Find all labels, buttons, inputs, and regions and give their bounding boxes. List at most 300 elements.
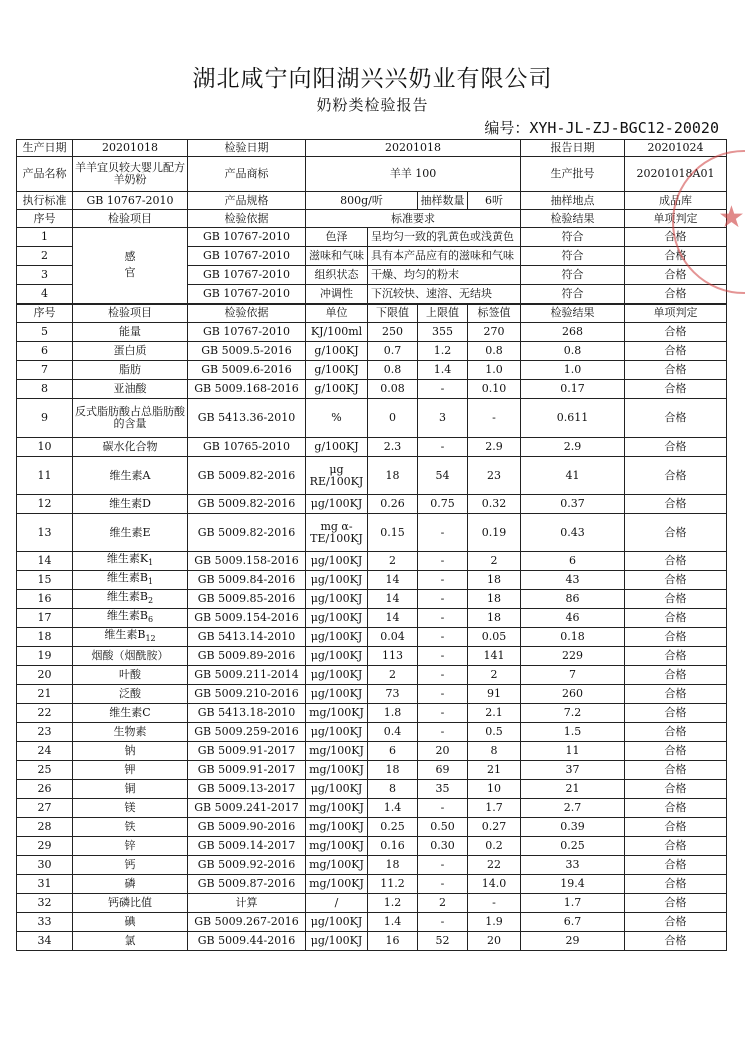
test-item-name: 维生素B — [106, 570, 148, 584]
unit: mg/100KJ — [306, 704, 368, 723]
label-value: 10 — [468, 780, 521, 799]
test-item-name: 蛋白质 — [113, 344, 147, 357]
test-row — [17, 932, 727, 951]
test-result: 33 — [521, 856, 625, 875]
col-header: 单项判定 — [625, 304, 727, 323]
test-item-name: 钠 — [124, 744, 136, 757]
row-number: 25 — [17, 761, 73, 780]
test-result: 86 — [521, 590, 625, 609]
test-row — [17, 799, 727, 818]
test-row — [17, 704, 727, 723]
test-item-name: 泛酸 — [119, 687, 141, 700]
label-value: 91 — [468, 685, 521, 704]
row-number: 30 — [17, 856, 73, 875]
test-basis: GB 10767-2010 — [188, 266, 306, 285]
document-number — [484, 117, 719, 138]
upper-limit: - — [418, 552, 468, 571]
test-row — [17, 685, 727, 704]
label-value: 141 — [468, 647, 521, 666]
test-basis: GB 5009.92-2016 — [188, 856, 306, 875]
product-name-label: 产品名称 — [17, 157, 73, 192]
row-number: 1 — [17, 228, 73, 247]
row-number: 31 — [17, 875, 73, 894]
unit: μg/100KJ — [306, 913, 368, 932]
unit: mg/100KJ — [306, 856, 368, 875]
col-header: 检验依据 — [188, 210, 306, 228]
test-item-name: 钙 — [124, 858, 136, 871]
upper-limit: - — [418, 685, 468, 704]
judgment: 合格 — [625, 742, 727, 761]
test-result: 229 — [521, 647, 625, 666]
test-result: 37 — [521, 761, 625, 780]
test-row — [17, 837, 727, 856]
inspection-report-table — [16, 139, 727, 951]
lower-limit: 0.26 — [368, 495, 418, 514]
test-item — [73, 380, 188, 399]
label-value: 8 — [468, 742, 521, 761]
test-item-name: 铁 — [124, 820, 136, 833]
label-value: 270 — [468, 323, 521, 342]
row-number: 3 — [17, 266, 73, 285]
label-value: 18 — [468, 590, 521, 609]
lower-limit: 2 — [368, 552, 418, 571]
test-result: 6 — [521, 552, 625, 571]
label-value: 2 — [468, 666, 521, 685]
test-row — [17, 399, 727, 438]
test-item — [73, 894, 188, 913]
label-value: 0.27 — [468, 818, 521, 837]
test-row — [17, 552, 727, 571]
label-value: 23 — [468, 457, 521, 495]
judgment: 合格 — [625, 495, 727, 514]
inspection-date-value: 20201018 — [306, 140, 521, 157]
row-number: 27 — [17, 799, 73, 818]
label-value: 0.2 — [468, 837, 521, 856]
unit: / — [306, 894, 368, 913]
sample-qty-value: 6听 — [468, 192, 521, 210]
test-item — [73, 552, 188, 571]
label-value: 1.0 — [468, 361, 521, 380]
row-number: 14 — [17, 552, 73, 571]
sensory-attribute: 滋味和气味 — [306, 247, 368, 266]
lower-limit: 1.2 — [368, 894, 418, 913]
test-basis: GB 5009.210-2016 — [188, 685, 306, 704]
test-result: 11 — [521, 742, 625, 761]
lower-limit: 14 — [368, 571, 418, 590]
test-row — [17, 666, 727, 685]
test-basis: GB 5009.14-2017 — [188, 837, 306, 856]
test-result: 21 — [521, 780, 625, 799]
lower-limit: 18 — [368, 761, 418, 780]
lower-limit: 1.4 — [368, 913, 418, 932]
judgment: 合格 — [625, 247, 727, 266]
test-item — [73, 323, 188, 342]
unit: KJ/100ml — [306, 323, 368, 342]
test-result: 43 — [521, 571, 625, 590]
test-item — [73, 913, 188, 932]
test-item-name: 维生素C — [109, 706, 151, 719]
row-number: 21 — [17, 685, 73, 704]
label-value: 2.9 — [468, 438, 521, 457]
test-item-name: 镁 — [124, 801, 136, 814]
production-date-value: 20201018 — [73, 140, 188, 157]
test-item-name: 生物素 — [113, 725, 147, 738]
test-result: 1.0 — [521, 361, 625, 380]
test-basis: GB 5009.168-2016 — [188, 380, 306, 399]
judgment: 合格 — [625, 590, 727, 609]
lower-limit: 11.2 — [368, 875, 418, 894]
row-number: 23 — [17, 723, 73, 742]
unit: g/100KJ — [306, 380, 368, 399]
test-item — [73, 780, 188, 799]
unit: μg/100KJ — [306, 932, 368, 951]
test-basis: GB 5009.82-2016 — [188, 495, 306, 514]
judgment: 合格 — [625, 761, 727, 780]
sensory-group-text: 感官 — [124, 250, 136, 280]
test-item-name: 钙磷比值 — [108, 896, 152, 909]
test-item-name: 维生素B — [106, 589, 148, 603]
test-result: 41 — [521, 457, 625, 495]
judgment: 合格 — [625, 894, 727, 913]
test-item-name: 能量 — [119, 325, 141, 338]
lower-limit: 14 — [368, 609, 418, 628]
test-item-name: 碘 — [124, 915, 136, 928]
test-basis: GB 5413.36-2010 — [188, 399, 306, 438]
test-row — [17, 742, 727, 761]
test-row — [17, 457, 727, 495]
lower-limit: 1.8 — [368, 704, 418, 723]
upper-limit: 0.50 — [418, 818, 468, 837]
test-item-name: 维生素B — [106, 608, 148, 622]
test-result: 7 — [521, 666, 625, 685]
test-row — [17, 571, 727, 590]
label-value: 18 — [468, 571, 521, 590]
upper-limit: - — [418, 856, 468, 875]
col-header: 检验结果 — [521, 210, 625, 228]
test-row — [17, 342, 727, 361]
upper-limit: 1.4 — [418, 361, 468, 380]
unit: μg/100KJ — [306, 723, 368, 742]
row-number: 5 — [17, 323, 73, 342]
test-item — [73, 399, 188, 438]
test-basis: GB 5009.6-2016 — [188, 361, 306, 380]
judgment: 合格 — [625, 704, 727, 723]
test-basis: GB 5009.158-2016 — [188, 552, 306, 571]
row-number: 34 — [17, 932, 73, 951]
judgment: 合格 — [625, 837, 727, 856]
row-number: 32 — [17, 894, 73, 913]
unit: μg/100KJ — [306, 552, 368, 571]
lower-limit: 0.4 — [368, 723, 418, 742]
sensory-header-row — [17, 210, 727, 228]
unit: μg/100KJ — [306, 495, 368, 514]
test-result: 0.25 — [521, 837, 625, 856]
upper-limit: - — [418, 723, 468, 742]
test-result: 符合 — [521, 228, 625, 247]
batch-label: 生产批号 — [521, 157, 625, 192]
label-value: 21 — [468, 761, 521, 780]
test-result: 2.9 — [521, 438, 625, 457]
test-item — [73, 609, 188, 628]
tests-header-row — [17, 304, 727, 323]
seal-star-icon: ★ — [718, 200, 745, 235]
test-row — [17, 856, 727, 875]
test-item — [73, 875, 188, 894]
test-item-name: 维生素E — [109, 525, 151, 539]
judgment: 合格 — [625, 514, 727, 552]
unit: μg/100KJ — [306, 780, 368, 799]
test-item-name: 叶酸 — [119, 668, 141, 681]
row-number: 18 — [17, 628, 73, 647]
row-number: 2 — [17, 247, 73, 266]
test-item-name: 烟酸（烟酰胺） — [91, 649, 169, 662]
test-row — [17, 590, 727, 609]
test-item-subscript: 12 — [145, 634, 156, 644]
label-value: 0.5 — [468, 723, 521, 742]
test-item — [73, 628, 188, 647]
test-item — [73, 799, 188, 818]
lower-limit: 0 — [368, 399, 418, 438]
upper-limit: - — [418, 514, 468, 552]
unit: μg/100KJ — [306, 590, 368, 609]
test-result: 29 — [521, 932, 625, 951]
lower-limit: 2.3 — [368, 438, 418, 457]
judgment: 合格 — [625, 780, 727, 799]
col-header: 检验依据 — [188, 304, 306, 323]
lower-limit: 1.4 — [368, 799, 418, 818]
test-basis: GB 5009.84-2016 — [188, 571, 306, 590]
row-number: 6 — [17, 342, 73, 361]
test-result: 7.2 — [521, 704, 625, 723]
lower-limit: 0.08 — [368, 380, 418, 399]
test-item-subscript: 1 — [148, 577, 154, 587]
unit: mg/100KJ — [306, 761, 368, 780]
upper-limit: 3 — [418, 399, 468, 438]
judgment: 合格 — [625, 666, 727, 685]
judgment: 合格 — [625, 856, 727, 875]
test-item — [73, 647, 188, 666]
label-value: 0.10 — [468, 380, 521, 399]
judgment: 合格 — [625, 342, 727, 361]
sensory-attribute: 冲调性 — [306, 285, 368, 304]
row-number: 29 — [17, 837, 73, 856]
sensory-group-label — [73, 228, 188, 304]
lower-limit: 0.16 — [368, 837, 418, 856]
upper-limit: - — [418, 666, 468, 685]
test-row — [17, 628, 727, 647]
upper-limit: - — [418, 380, 468, 399]
upper-limit: - — [418, 913, 468, 932]
test-row — [17, 514, 727, 552]
judgment: 合格 — [625, 228, 727, 247]
col-header: 检验项目 — [73, 210, 188, 228]
label-value: 0.8 — [468, 342, 521, 361]
test-item-name: 碳水化合物 — [102, 440, 158, 453]
unit: μg/100KJ — [306, 609, 368, 628]
row-number: 19 — [17, 647, 73, 666]
label-value: 20 — [468, 932, 521, 951]
label-value: 0.19 — [468, 514, 521, 552]
upper-limit: 2 — [418, 894, 468, 913]
lower-limit: 16 — [368, 932, 418, 951]
test-item-name: 锌 — [124, 839, 136, 852]
judgment: 合格 — [625, 647, 727, 666]
sensory-attribute: 色泽 — [306, 228, 368, 247]
spec-value: 800g/听 — [306, 192, 418, 210]
standard-value: GB 10767-2010 — [73, 192, 188, 210]
judgment: 合格 — [625, 932, 727, 951]
test-item — [73, 837, 188, 856]
label-value: 0.32 — [468, 495, 521, 514]
info-row-product — [17, 157, 727, 192]
test-item — [73, 932, 188, 951]
test-basis: GB 5009.85-2016 — [188, 590, 306, 609]
judgment: 合格 — [625, 361, 727, 380]
test-row — [17, 609, 727, 628]
label-value: 18 — [468, 609, 521, 628]
row-number: 22 — [17, 704, 73, 723]
upper-limit: - — [418, 571, 468, 590]
judgment: 合格 — [625, 913, 727, 932]
col-header: 检验结果 — [521, 304, 625, 323]
test-row — [17, 913, 727, 932]
lower-limit: 73 — [368, 685, 418, 704]
row-number: 13 — [17, 514, 73, 552]
test-result: 0.39 — [521, 818, 625, 837]
test-item-name: 亚油酸 — [113, 382, 147, 395]
upper-limit: 54 — [418, 457, 468, 495]
test-result: 268 — [521, 323, 625, 342]
info-row-standard — [17, 192, 727, 210]
test-basis: GB 10765-2010 — [188, 438, 306, 457]
upper-limit: - — [418, 799, 468, 818]
test-result: 1.5 — [521, 723, 625, 742]
label-value: 22 — [468, 856, 521, 875]
lower-limit: 0.25 — [368, 818, 418, 837]
test-item — [73, 723, 188, 742]
unit: g/100KJ — [306, 342, 368, 361]
test-basis: GB 5413.14-2010 — [188, 628, 306, 647]
test-result: 0.8 — [521, 342, 625, 361]
test-row — [17, 723, 727, 742]
upper-limit: 0.75 — [418, 495, 468, 514]
sensory-row — [17, 228, 727, 247]
unit: mg/100KJ — [306, 875, 368, 894]
sensory-attribute: 组织状态 — [306, 266, 368, 285]
row-number: 12 — [17, 495, 73, 514]
test-basis: GB 5009.91-2017 — [188, 761, 306, 780]
test-row — [17, 875, 727, 894]
test-item — [73, 742, 188, 761]
label-value: 1.9 — [468, 913, 521, 932]
test-basis: GB 5009.82-2016 — [188, 514, 306, 552]
row-number: 15 — [17, 571, 73, 590]
report-table-body — [17, 140, 727, 951]
test-item — [73, 818, 188, 837]
upper-limit: - — [418, 628, 468, 647]
unit: μg RE/100KJ — [306, 457, 368, 495]
test-item-name: 维生素D — [109, 497, 151, 510]
upper-limit: 35 — [418, 780, 468, 799]
test-item-subscript: 2 — [148, 596, 154, 606]
standard-requirement: 呈均匀一致的乳黄色或浅黄色 — [368, 228, 521, 247]
sample-qty-label: 抽样数量 — [418, 192, 468, 210]
test-basis: GB 5009.13-2017 — [188, 780, 306, 799]
col-header: 序号 — [17, 304, 73, 323]
judgment: 合格 — [625, 723, 727, 742]
judgment: 合格 — [625, 571, 727, 590]
upper-limit: - — [418, 590, 468, 609]
unit: % — [306, 399, 368, 438]
upper-limit: - — [418, 609, 468, 628]
test-basis: GB 5009.91-2017 — [188, 742, 306, 761]
test-item-subscript: 6 — [148, 615, 154, 625]
unit: μg/100KJ — [306, 685, 368, 704]
col-header: 标准要求 — [306, 210, 521, 228]
col-header: 上限值 — [418, 304, 468, 323]
judgment: 合格 — [625, 685, 727, 704]
batch-value: 20201018A01 — [625, 157, 727, 192]
test-result: 2.7 — [521, 799, 625, 818]
row-number: 20 — [17, 666, 73, 685]
judgment: 合格 — [625, 266, 727, 285]
test-basis: GB 5009.44-2016 — [188, 932, 306, 951]
standard-requirement: 干燥、均匀的粉末 — [368, 266, 521, 285]
upper-limit: 69 — [418, 761, 468, 780]
label-value: 0.05 — [468, 628, 521, 647]
test-row — [17, 323, 727, 342]
upper-limit: 0.30 — [418, 837, 468, 856]
row-number: 11 — [17, 457, 73, 495]
test-item-name: 维生素A — [109, 468, 151, 482]
label-value: 2.1 — [468, 704, 521, 723]
test-result: 19.4 — [521, 875, 625, 894]
test-item-name: 钾 — [124, 763, 136, 776]
inspection-date-label: 检验日期 — [188, 140, 306, 157]
col-header: 标签值 — [468, 304, 521, 323]
row-number: 16 — [17, 590, 73, 609]
test-basis: GB 5009.211-2014 — [188, 666, 306, 685]
test-item — [73, 590, 188, 609]
row-number: 8 — [17, 380, 73, 399]
test-basis: GB 5009.87-2016 — [188, 875, 306, 894]
label-value: - — [468, 399, 521, 438]
test-row — [17, 894, 727, 913]
label-value: 2 — [468, 552, 521, 571]
test-item-name: 脂肪 — [119, 363, 141, 376]
spec-label: 产品规格 — [188, 192, 306, 210]
test-result: 符合 — [521, 285, 625, 304]
document-number-label: 编号： — [484, 119, 530, 137]
judgment: 合格 — [625, 438, 727, 457]
judgment: 合格 — [625, 380, 727, 399]
judgment: 合格 — [625, 628, 727, 647]
test-result: 0.37 — [521, 495, 625, 514]
upper-limit: - — [418, 647, 468, 666]
test-item — [73, 438, 188, 457]
test-row — [17, 361, 727, 380]
unit: mg α-TE/100KJ — [306, 514, 368, 552]
label-value: - — [468, 894, 521, 913]
row-number: 7 — [17, 361, 73, 380]
col-header: 序号 — [17, 210, 73, 228]
test-result: 0.18 — [521, 628, 625, 647]
report-title: 奶粉类检验报告 — [316, 96, 429, 114]
unit: g/100KJ — [306, 438, 368, 457]
test-basis: GB 10767-2010 — [188, 228, 306, 247]
lower-limit: 14 — [368, 590, 418, 609]
report-date-label: 报告日期 — [521, 140, 625, 157]
